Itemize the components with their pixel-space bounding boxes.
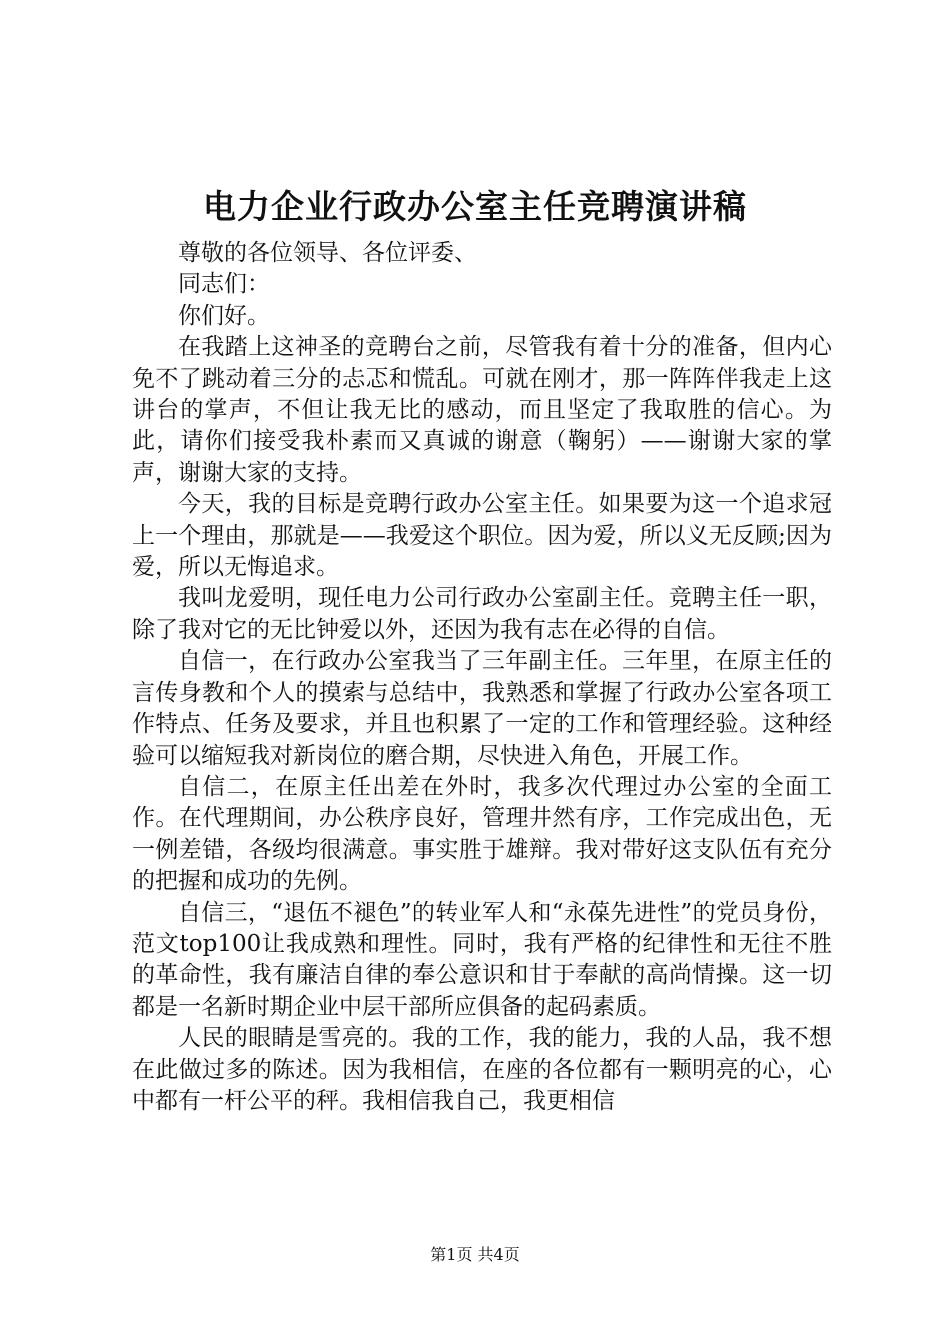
body-paragraph: 在我踏上这神圣的竞聘台之前，尽管我有着十分的准备，但内心免不了跳动着三分的忐忑和慌乱。可就在刚才，那一阵阵伴我走上这讲台的掌声，不但让我无比的感动，而且坚定了我取胜的信心。为此，请你们接受我朴素而又真诚的谢意（鞠躬）——谢谢大家的掌声，谢谢大家的支持。 <box>132 334 832 486</box>
document-title: 电力企业行政办公室主任竞聘演讲稿 <box>203 187 747 226</box>
greeting-line: 尊敬的各位领导、各位评委、 <box>178 240 477 266</box>
body-paragraph: 自信三，“退伍不褪色”的转业军人和“永葆先进性”的党员身份，范文top100让我成熟和理性。同时，我有严格的纪律性和无往不胜的革命性，我有廉洁自律的奉公意识和甘于奉献的高尚情操。这一切都是一名新时期企业中层干部所应俱备的起码素质。 <box>132 899 832 1020</box>
document-body <box>132 238 832 1117</box>
body-paragraph: 今天，我的目标是竞聘行政办公室主任。如果要为这一个追求冠上一个理由，那就是——我爱这个职位。因为爱，所以义无反顾;因为爱，所以无悔追求。 <box>132 491 832 581</box>
body-paragraph: 人民的眼睛是雪亮的。我的工作，我的能力，我的人品，我不想在此做过多的陈述。因为我相信，在座的各位都有一颗明亮的心，心中都有一杆公平的秤。我相信我自己，我更相信 <box>132 1025 832 1114</box>
body-paragraph: 我叫龙爱明，现任电力公司行政办公室副主任。竞聘主任一职，除了我对它的无比钟爱以外，还因为我有志在必得的自信。 <box>132 585 832 643</box>
body-paragraph: 自信二，在原主任出差在外时，我多次代理过办公室的全面工作。在代理期间，办公秩序良好，管理井然有序，工作完成出色，无一例差错，各级均很满意。事实胜于雄辩。我对带好这支队伍有充分的把握和成功的先例。 <box>132 773 832 895</box>
body-paragraph: 自信一，在行政办公室我当了三年副主任。三年里，在原主任的言传身教和个人的摸索与总结中，我熟悉和掌握了行政办公室各项工作特点、任务及要求，并且也积累了一定的工作和管理经验。这种经验可以缩短我对新岗位的磨合期，尽快进入角色，开展工作。 <box>132 648 832 769</box>
greeting-line: 同志们： <box>178 271 270 298</box>
page-footer <box>0 1244 950 1266</box>
greeting-line: 你们好。 <box>178 302 270 329</box>
page-indicator: 第1页 共4页 <box>430 1245 520 1264</box>
